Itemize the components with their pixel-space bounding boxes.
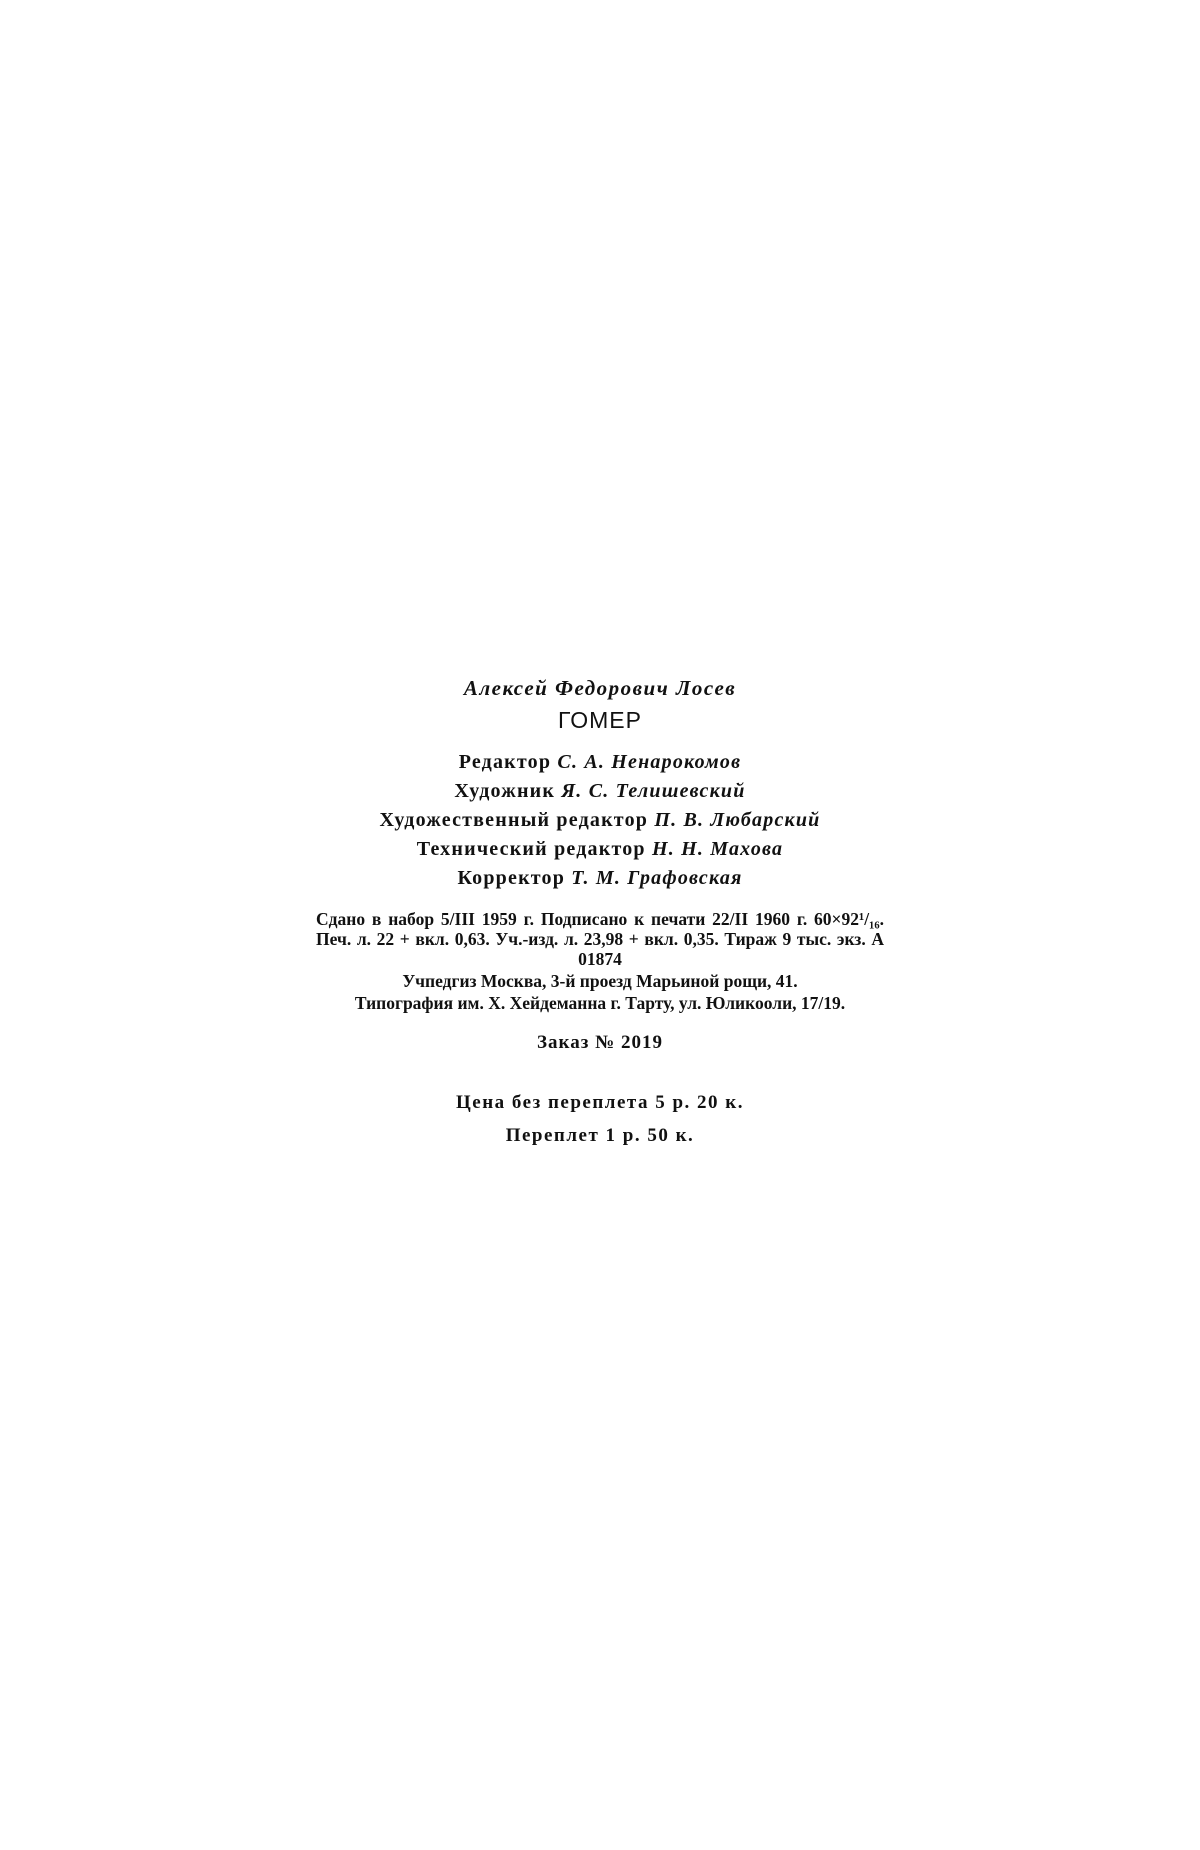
colophon [310,678,890,1152]
credit-technical-editor [310,835,890,864]
book-title: ГОМЕР [558,707,642,733]
price-without-binding: Цена без переплета 5 р. 20 к. [456,1092,744,1113]
credit-person: Я. С. Телишевский [561,780,746,802]
publisher-info: Учпедгиз Москва, 3-й проезд Марьиной рощи, 41. [402,971,798,991]
credit-person: С. А. Ненарокомов [557,751,742,773]
credit-person: Т. М. Графовская [571,867,743,889]
credit-role: Редактор [458,751,552,773]
imprint-block [316,909,884,1013]
price-binding: Переплет 1 р. 50 к. [505,1125,695,1146]
credit-person: П. В. Любарский [654,809,821,831]
credit-art-editor [310,806,890,835]
credit-person: Н. Н. Махова [651,838,784,860]
credit-artist [310,777,890,806]
author-name: Алексей Федорович Лосев [463,676,737,700]
credit-role: Корректор [457,867,566,889]
print-data: Сдано в набор 5/III 1959 г. Подписано к печати 22/II 1960 г. 60×92¹/₁₆. Печ. л. 22 + вкл. 0,63. Уч.-изд. л. 23,98 + вкл. 0,35. Тираж 9 тыс. экз. А 01874 [316,909,884,969]
credit-role: Художественный редактор [379,809,649,831]
credit-editor [310,748,890,777]
credit-role: Технический редактор [416,838,646,860]
order-number: Заказ № 2019 [537,1032,663,1053]
credit-proofreader [310,864,890,893]
credit-role: Художник [454,780,556,802]
printing-house-info: Типография им. Х. Хейдеманна г. Тарту, ул. Юликооли, 17/19. [354,993,846,1013]
credits-list [310,748,890,893]
